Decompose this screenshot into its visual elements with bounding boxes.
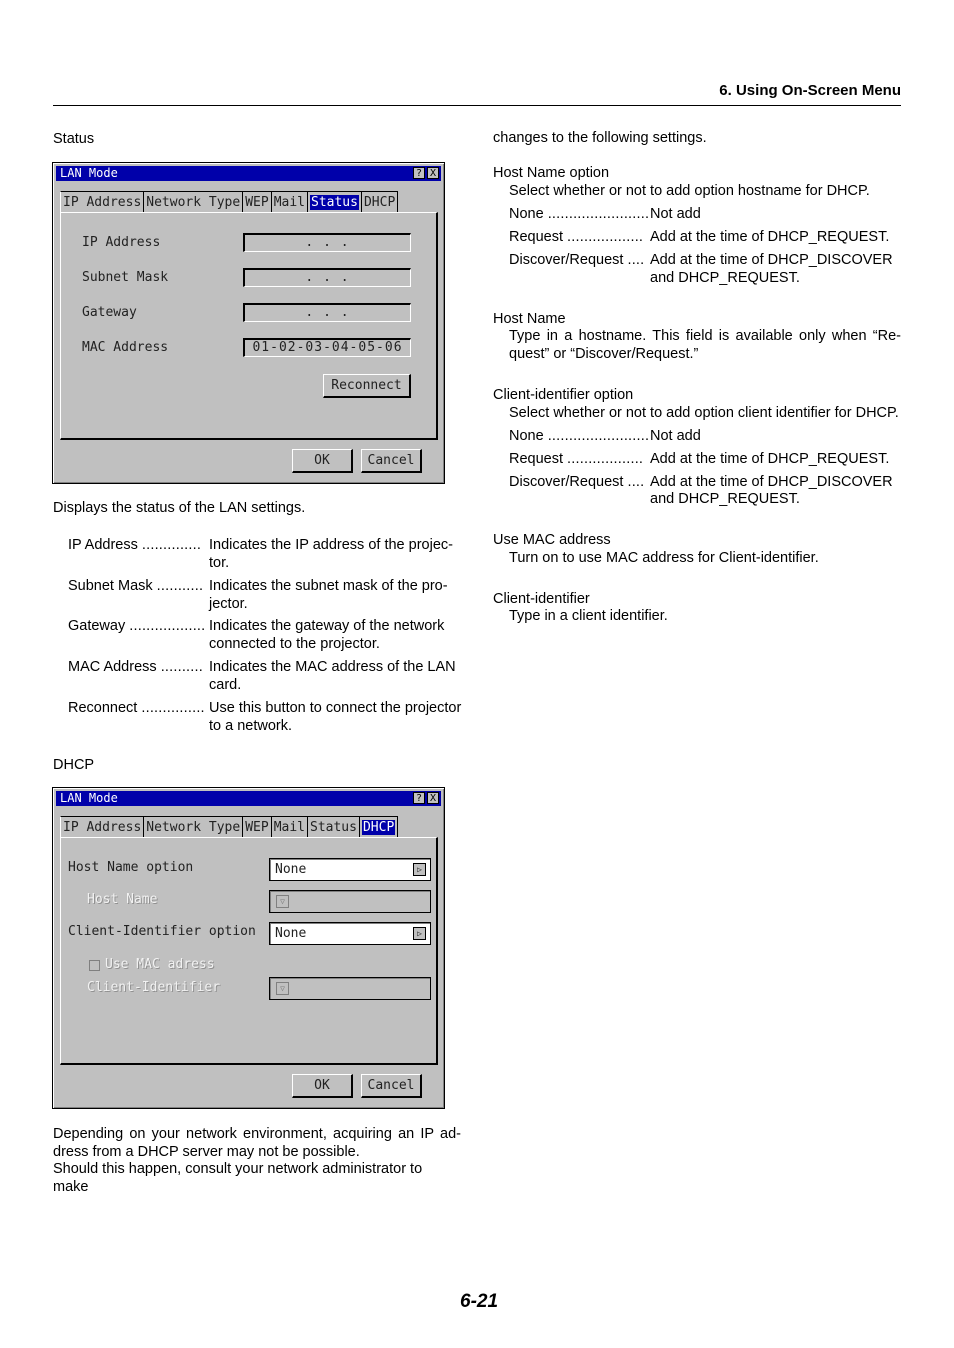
cancel-button[interactable]: Cancel [361,1074,422,1098]
client-id-heading: Client-identifier [493,591,590,607]
client-id-option-desc: Select whether or not to add option client identifier for DHCP. [509,405,899,421]
ip-address-label: IP Address [82,235,161,250]
def-term: Request .................. [509,229,644,245]
host-name-option-label: Host Name option [68,860,194,875]
close-icon[interactable]: X [427,792,439,804]
def-desc: Indicates the IP address of the projec- [209,537,453,553]
def-desc: Not add [650,428,701,444]
client-id-option-label: Client-Identifier option [68,924,256,939]
def-term: None ........................ [509,206,650,222]
def-desc: Use this button to connect the projector [209,700,462,716]
footer-line: Depending on your network environment, acquiring an IP ad- [53,1126,461,1142]
ok-button[interactable]: OK [292,1074,353,1098]
def-desc: Not add [650,206,701,222]
subnet-mask-label: Subnet Mask [82,270,169,285]
host-name-input[interactable] [269,890,431,913]
def-desc: Indicates the subnet mask of the pro- [209,578,448,594]
def-term: Subnet Mask ........... [68,578,204,594]
tab-network-type[interactable]: Network Type [144,816,243,838]
footer-paragraph [53,1126,461,1196]
def-term: None ........................ [509,428,650,444]
page-number: 6-21 [460,1291,499,1312]
close-icon[interactable]: X [427,167,439,179]
def-desc-cont: and DHCP_REQUEST. [650,270,800,286]
use-mac-heading: Use MAC address [493,532,611,548]
dropdown-arrow-icon[interactable]: ▷ [413,927,426,940]
help-icon[interactable]: ? [413,167,425,179]
dialog-title: LAN Mode [60,166,118,180]
reconnect-button[interactable]: Reconnect [323,374,411,398]
tab-dhcp[interactable]: DHCP [360,816,398,838]
def-desc-cont: jector. [209,596,248,612]
mac-address-field: 01-02-03-04-05-06 [243,338,411,357]
client-id-option-heading: Client-identifier option [493,387,634,403]
host-name-desc: Type in a hostname. This field is available only when “Re- [509,328,901,344]
ok-button[interactable]: OK [292,449,353,473]
def-desc: Add at the time of DHCP_DISCOVER [650,252,893,268]
footer-line: dress from a DHCP server may not be possible. [53,1143,360,1160]
tab-mail[interactable]: Mail [272,816,308,838]
host-name-option-value: None [275,862,307,877]
footer-line: Should this happen, consult your network administrator to make [53,1161,423,1195]
header-rule [53,105,901,106]
tab-wep[interactable]: WEP [243,816,271,838]
section-header: 6. Using On-Screen Menu [719,82,901,99]
client-id-label: Client-Identifier [87,980,221,995]
use-mac-label: Use MAC adress [105,957,215,972]
help-icon[interactable]: ? [413,792,425,804]
def-desc: Add at the time of DHCP_REQUEST. [650,451,890,467]
def-desc: Add at the time of DHCP_REQUEST. [650,229,890,245]
status-heading: Status [53,131,95,147]
tab-dhcp[interactable]: DHCP [362,191,398,213]
use-mac-checkbox[interactable] [89,960,100,971]
def-desc-cont: and DHCP_REQUEST. [650,491,800,507]
tab-mail[interactable]: Mail [272,191,308,213]
status-dialog [52,162,445,484]
dropdown-arrow-icon: ▽ [276,982,289,995]
host-name-option-heading: Host Name option [493,165,610,181]
tab-bar [60,191,398,213]
dialog-title: LAN Mode [60,791,118,805]
def-term: Discover/Request .... [509,474,645,490]
dropdown-arrow-icon: ▽ [276,895,289,908]
gateway-label: Gateway [82,305,137,320]
host-name-label: Host Name [87,892,158,907]
status-panel [60,212,438,440]
def-term: MAC Address .......... [68,659,203,675]
def-desc-cont: tor. [209,555,230,571]
def-desc: Indicates the MAC address of the LAN [209,659,456,675]
ip-address-field: . . . [243,233,411,252]
tab-network-type[interactable]: Network Type [144,191,243,213]
def-desc-cont: card. [209,677,242,693]
tab-status[interactable]: Status [308,816,360,838]
dialog-titlebar [56,791,441,806]
tab-status[interactable]: Status [308,191,362,213]
dhcp-panel [60,837,438,1065]
tab-ip-address[interactable]: IP Address [60,191,144,213]
def-term: Gateway .................. [68,618,206,634]
def-term: Request .................. [509,451,644,467]
def-desc: Add at the time of DHCP_DISCOVER [650,474,893,490]
dialog-titlebar [56,166,441,181]
def-desc-cont: to a network. [209,718,293,734]
def-desc: Indicates the gateway of the network [209,618,445,634]
cancel-button[interactable]: Cancel [361,449,422,473]
client-id-option-select[interactable] [269,922,431,945]
gateway-field: . . . [243,303,411,322]
tab-ip-address[interactable]: IP Address [60,816,144,838]
host-name-desc-cont: quest” or “Discover/Request.” [509,346,699,362]
host-name-option-desc: Select whether or not to add option hostname for DHCP. [509,183,870,199]
mac-address-label: MAC Address [82,340,169,355]
right-intro: changes to the following settings. [493,130,707,146]
client-id-desc: Type in a client identifier. [509,608,668,624]
tab-wep[interactable]: WEP [243,191,271,213]
host-name-option-select[interactable] [269,858,431,881]
client-id-option-value: None [275,926,307,941]
tab-bar [60,816,398,838]
dhcp-dialog [52,787,445,1109]
dhcp-heading: DHCP [53,757,95,773]
subnet-mask-field: . . . [243,268,411,287]
status-description: Displays the status of the LAN settings. [53,500,306,516]
def-term: Discover/Request .... [509,252,645,268]
use-mac-desc: Turn on to use MAC address for Client-identifier. [509,550,819,566]
client-id-input[interactable] [269,977,431,1000]
def-term: Reconnect ............... [68,700,205,716]
def-desc-cont: connected to the projector. [209,636,380,652]
dropdown-arrow-icon[interactable]: ▷ [413,863,426,876]
def-term: IP Address .............. [68,537,202,553]
host-name-heading: Host Name [493,311,566,327]
